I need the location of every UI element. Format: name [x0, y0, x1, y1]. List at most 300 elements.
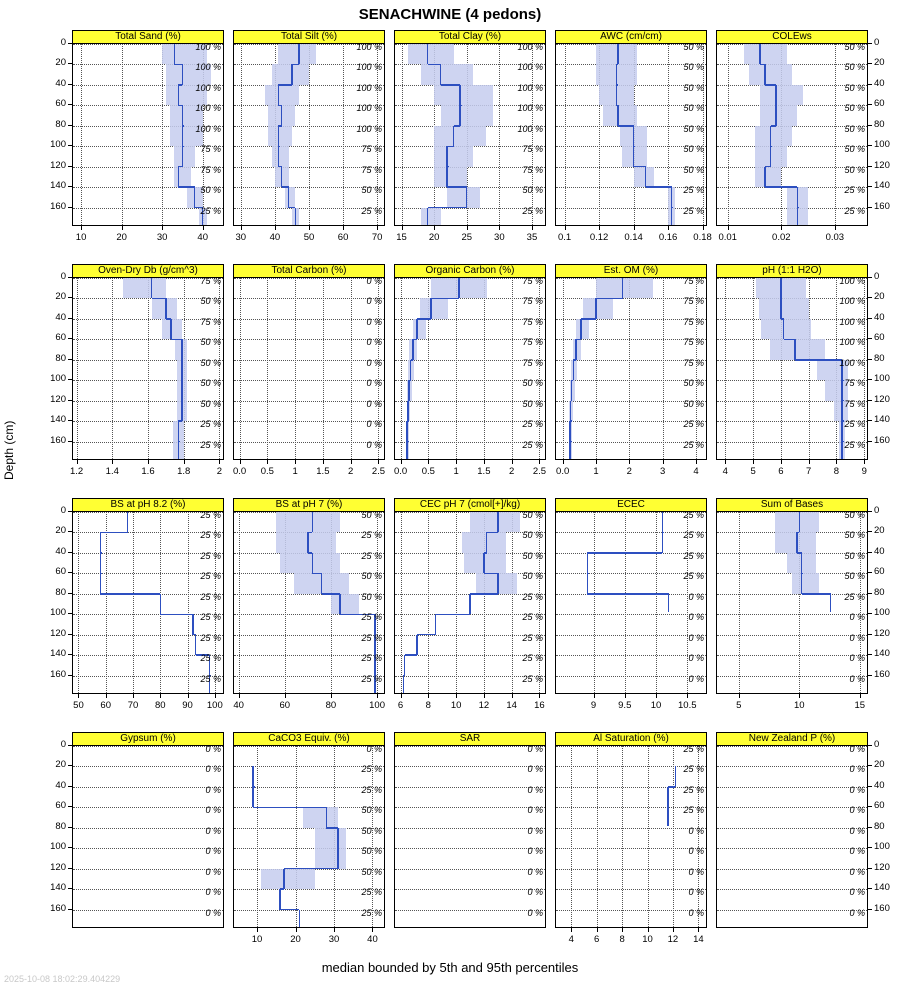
median-line-connector [484, 573, 498, 575]
contributing-pedons-label: 25 % [361, 764, 382, 775]
x-tick-mark [122, 226, 123, 230]
contributing-pedons-label: 0 % [205, 784, 221, 795]
contributing-pedons-label: 25 % [522, 419, 543, 430]
contributing-pedons-label: 100 % [839, 277, 865, 286]
chart-panel [394, 264, 546, 460]
contributing-pedons-label: 100 % [195, 62, 221, 73]
x-tick-label: 1.5 [316, 466, 330, 477]
gridline-horizontal [73, 848, 223, 849]
median-line-segment [299, 910, 301, 927]
depth-tick-mark [868, 441, 872, 442]
depth-tick-mark [868, 613, 872, 614]
depth-tick-label: 40 [874, 311, 885, 323]
plot-area [233, 511, 385, 694]
x-tick-mark [295, 460, 296, 464]
median-line-segment [252, 787, 254, 807]
contributing-pedons-label: 0 % [527, 784, 543, 795]
x-tick-mark [836, 460, 837, 464]
median-line-segment [587, 553, 589, 573]
depth-tick-mark [868, 104, 872, 105]
contributing-pedons-label: 0 % [849, 612, 865, 623]
depth-tick-mark [868, 634, 872, 635]
panel-title: Sum of Bases [716, 498, 868, 512]
x-tick-mark [133, 694, 134, 698]
contributing-pedons-label: 25 % [361, 530, 382, 541]
chart-panel [233, 264, 385, 460]
x-tick-mark [160, 694, 161, 698]
median-line-segment [616, 85, 618, 105]
x-tick-label: 2 [348, 466, 354, 477]
x-tick-mark [656, 694, 657, 698]
median-line-connector [668, 786, 676, 788]
contributing-pedons-label: 75 % [683, 277, 704, 286]
x-tick-mark [599, 226, 600, 230]
gridline-horizontal [234, 360, 384, 361]
depth-tick-label: 100 [50, 139, 66, 151]
gridline-vertical [323, 278, 324, 459]
x-tick-mark [309, 226, 310, 230]
x-tick-label: 70 [127, 700, 139, 711]
x-tick-label: 20 [116, 232, 127, 243]
median-line-segment [326, 807, 328, 827]
median-line-segment [446, 146, 448, 166]
gridline-horizontal [556, 828, 706, 829]
contributing-pedons-label: 0 % [527, 887, 543, 898]
gridline-horizontal [395, 828, 545, 829]
plot-area [72, 511, 224, 694]
panel-title: SAR [394, 732, 546, 746]
contributing-pedons-label: 25 % [200, 530, 221, 541]
contributing-pedons-label: 25 % [683, 571, 704, 582]
contributing-pedons-label: 50 % [200, 398, 221, 409]
gridline-vertical [106, 512, 107, 693]
depth-tick-mark [868, 531, 872, 532]
median-line-segment [459, 105, 461, 125]
contributing-pedons-label: 0 % [849, 784, 865, 795]
gridline-horizontal [395, 869, 545, 870]
median-line-segment [181, 401, 183, 421]
median-line-connector [487, 532, 498, 534]
gridline-horizontal [234, 401, 384, 402]
percentile-band [749, 64, 792, 84]
median-line-segment [469, 594, 471, 614]
x-tick-label: 100 [206, 700, 223, 711]
depth-tick-label: 60 [55, 332, 66, 344]
contributing-pedons-label: 50 % [200, 378, 221, 389]
depth-tick-label: 140 [874, 414, 890, 426]
median-line-segment [278, 85, 280, 105]
depth-tick-label: 100 [874, 373, 890, 385]
x-tick-label: 30 [494, 232, 505, 243]
depth-tick-label: 140 [50, 180, 66, 192]
gridline-vertical [597, 746, 598, 927]
contributing-pedons-label: 25 % [361, 632, 382, 643]
x-tick-mark [334, 928, 335, 932]
percentile-band [434, 126, 486, 146]
median-line-connector [405, 654, 418, 656]
median-line-connector [417, 318, 431, 320]
percentile-band [770, 339, 826, 359]
contributing-pedons-label: 75 % [522, 337, 543, 348]
median-line-segment [281, 167, 283, 187]
x-tick-label: 2.5 [532, 466, 547, 477]
gridline-horizontal [717, 889, 867, 890]
contributing-pedons-label: 50 % [844, 164, 865, 175]
x-tick-mark [188, 694, 189, 698]
contributing-pedons-label: 50 % [522, 571, 543, 582]
gridline-vertical [428, 512, 429, 693]
depth-tick-label: 120 [874, 159, 890, 171]
percentile-band [315, 848, 346, 868]
depth-tick-label: 140 [874, 648, 890, 660]
depth-tick-label: 120 [50, 393, 66, 405]
median-line-segment [404, 655, 406, 675]
median-line-segment [406, 421, 408, 441]
median-line-connector [771, 125, 776, 127]
median-line-segment [337, 848, 339, 868]
x-tick-label: 40 [233, 700, 244, 711]
depth-tick-label: 160 [874, 200, 890, 212]
percentile-band [462, 532, 506, 552]
gridline-horizontal [717, 635, 867, 636]
contributing-pedons-label: 25 % [200, 550, 221, 561]
contributing-pedons-label: 25 % [522, 612, 543, 623]
x-tick-mark [539, 694, 540, 698]
x-tick-label: 0.03 [825, 232, 845, 243]
x-tick-mark [512, 694, 513, 698]
gridline-vertical [188, 512, 189, 693]
contributing-pedons-label: 0 % [849, 653, 865, 664]
contributing-pedons-label: 50 % [522, 530, 543, 541]
gridline-horizontal [395, 889, 545, 890]
contributing-pedons-label: 25 % [844, 419, 865, 430]
x-tick-label: 2.5 [371, 466, 386, 477]
median-line-connector [646, 186, 672, 188]
x-tick-mark [484, 694, 485, 698]
median-line-connector [100, 593, 160, 595]
gridline-horizontal [556, 848, 706, 849]
contributing-pedons-label: 25 % [200, 571, 221, 582]
contributing-pedons-label: 25 % [683, 530, 704, 541]
median-line-segment [100, 532, 102, 552]
x-tick-mark [434, 226, 435, 230]
x-tick-label: 0.02 [772, 232, 791, 243]
x-tick-mark [81, 226, 82, 230]
x-tick-label: 20 [428, 232, 440, 243]
x-tick-label: 2 [509, 466, 515, 477]
gridline-vertical [296, 746, 297, 927]
percentile-band [261, 869, 315, 889]
depth-tick-label: 0 [874, 271, 880, 282]
x-tick-mark [629, 460, 630, 464]
percentile-band [470, 512, 520, 532]
gridline-horizontal [717, 869, 867, 870]
x-tick-label: 15 [854, 700, 866, 711]
contributing-pedons-label: 25 % [361, 205, 382, 216]
contributing-pedons-label: 100 % [839, 337, 865, 348]
gridline-horizontal [73, 746, 223, 747]
contributing-pedons-label: 0 % [688, 866, 704, 877]
contributing-pedons-label: 50 % [683, 43, 704, 52]
median-line-segment [667, 787, 669, 807]
median-line-segment [775, 105, 777, 125]
contributing-pedons-label: 0 % [366, 296, 382, 307]
median-line-segment [571, 380, 573, 400]
contributing-pedons-label: 50 % [683, 398, 704, 409]
x-tick-mark [402, 226, 403, 230]
depth-tick-label: 140 [874, 180, 890, 192]
x-tick-mark [378, 460, 379, 464]
contributing-pedons-label: 25 % [361, 612, 382, 623]
gridline-vertical [133, 512, 134, 693]
contributing-pedons-label: 0 % [688, 887, 704, 898]
x-tick-label: 10.5 [678, 700, 697, 711]
x-tick-label: 0.01 [718, 232, 737, 243]
x-tick-mark [594, 694, 595, 698]
depth-tick-mark [868, 297, 872, 298]
chart-panel [233, 732, 385, 928]
contributing-pedons-label: 100 % [517, 123, 543, 134]
median-line-segment [783, 319, 785, 339]
contributing-pedons-label: 25 % [200, 591, 221, 602]
median-line-connector [417, 634, 435, 636]
panel-title: CEC pH 7 (cmol[+]/kg) [394, 498, 546, 512]
x-tick-label: 1 [593, 466, 599, 477]
contributing-pedons-label: 75 % [522, 164, 543, 175]
plot-area [233, 43, 385, 226]
x-tick-label: 80 [154, 700, 166, 711]
x-tick-mark [428, 694, 429, 698]
median-line-segment [617, 105, 619, 125]
contributing-pedons-label: 100 % [356, 82, 382, 93]
contributing-pedons-label: 50 % [844, 123, 865, 134]
depth-tick-label: 20 [55, 291, 66, 303]
x-tick-mark [351, 460, 352, 464]
contributing-pedons-label: 50 % [683, 164, 704, 175]
contributing-pedons-label: 25 % [361, 784, 382, 795]
depth-tick-mark [868, 145, 872, 146]
x-tick-label: 6 [397, 700, 404, 711]
plot-area [72, 745, 224, 928]
median-line-connector [152, 298, 166, 300]
percentile-band [760, 105, 798, 125]
median-line-segment [595, 298, 597, 318]
median-line-connector [587, 552, 662, 554]
median-line-connector [447, 186, 467, 188]
contributing-pedons-label: 25 % [522, 653, 543, 664]
median-line-segment [192, 614, 194, 634]
gridline-vertical [753, 278, 754, 459]
x-tick-mark [401, 460, 402, 464]
percentile-band [162, 319, 182, 339]
median-line-segment [406, 442, 408, 459]
x-tick-mark [77, 460, 78, 464]
contributing-pedons-label: 0 % [205, 866, 221, 877]
median-line-segment [764, 167, 766, 187]
x-tick-mark [512, 460, 513, 464]
chart-panel [716, 732, 868, 928]
depth-tick-label: 80 [55, 820, 66, 832]
median-line-segment [298, 44, 300, 64]
x-tick-label: 40 [197, 232, 208, 243]
median-line-segment [440, 64, 442, 84]
contributing-pedons-label: 50 % [200, 337, 221, 348]
depth-tick-mark [868, 786, 872, 787]
x-tick-label: 60 [279, 700, 291, 711]
x-tick-mark [634, 226, 635, 230]
percentile-band [280, 553, 340, 573]
contributing-pedons-label: 0 % [205, 825, 221, 836]
plot-area [394, 511, 546, 694]
median-line-segment [633, 146, 635, 166]
contributing-pedons-label: 25 % [683, 550, 704, 561]
gridline-horizontal [556, 889, 706, 890]
median-line-segment [181, 380, 183, 400]
contributing-pedons-label: 75 % [200, 277, 221, 286]
x-tick-mark [372, 928, 373, 932]
x-tick-mark [239, 694, 240, 698]
contributing-pedons-label: 0 % [366, 378, 382, 389]
median-line-segment [281, 105, 283, 125]
depth-tick-label: 120 [50, 627, 66, 639]
depth-tick-mark [868, 166, 872, 167]
gridline-vertical [809, 278, 810, 459]
median-line-segment [662, 532, 664, 552]
depth-tick-label: 100 [874, 841, 890, 853]
x-tick-label: 1.8 [177, 466, 191, 477]
contributing-pedons-label: 50 % [683, 82, 704, 93]
x-tick-label: 10 [450, 700, 462, 711]
depth-tick-mark [868, 745, 872, 746]
depth-tick-mark [868, 909, 872, 910]
depth-tick-mark [868, 43, 872, 44]
contributing-pedons-label: 25 % [522, 439, 543, 450]
depth-tick-mark [868, 277, 872, 278]
gridline-vertical [257, 746, 258, 927]
depth-tick-label: 80 [874, 352, 885, 364]
x-tick-label: 4 [693, 466, 699, 477]
gridline-vertical [663, 278, 664, 459]
median-line-segment [427, 44, 429, 64]
gridline-horizontal [73, 889, 223, 890]
gridline-horizontal [395, 766, 545, 767]
gridline-vertical [295, 278, 296, 459]
depth-tick-label: 0 [874, 37, 880, 48]
median-line-segment [770, 126, 772, 146]
gridline-horizontal [556, 676, 706, 677]
contributing-pedons-label: 0 % [366, 745, 382, 754]
gridline-horizontal [73, 766, 223, 767]
x-tick-label: 0.0 [393, 466, 408, 477]
panel-title: Total Sand (%) [72, 30, 224, 44]
percentile-band [441, 105, 493, 125]
median-line-segment [337, 828, 339, 848]
depth-tick-mark [868, 765, 872, 766]
median-line-segment [483, 553, 485, 573]
gridline-vertical [456, 278, 457, 459]
median-line-segment [841, 442, 843, 459]
gridline-vertical [622, 746, 623, 927]
percentile-band [447, 187, 480, 207]
percentile-band [622, 146, 648, 166]
percentile-band [755, 167, 782, 187]
median-line-segment [570, 401, 572, 421]
panel-title: Al Saturation (%) [555, 732, 707, 746]
x-tick-label: 6 [594, 934, 600, 945]
median-line-segment [427, 208, 429, 225]
contributing-pedons-label: 50 % [522, 378, 543, 389]
contributing-pedons-label: 50 % [361, 591, 382, 602]
chart-panel [72, 30, 224, 226]
percentile-band [268, 126, 292, 146]
contributing-pedons-label: 50 % [361, 571, 382, 582]
depth-tick-mark [868, 420, 872, 421]
median-line-segment [780, 298, 782, 318]
median-line-connector [428, 207, 467, 209]
x-tick-label: 2 [216, 466, 223, 477]
median-line-segment [458, 278, 460, 298]
y-axis-label: Depth (cm) [2, 420, 16, 480]
median-line-segment [801, 573, 803, 593]
x-tick-label: 14 [693, 934, 704, 945]
x-tick-label: 12 [667, 934, 679, 945]
gridline-vertical [739, 512, 740, 693]
median-line-segment [181, 360, 183, 380]
median-line-segment [291, 64, 293, 84]
chart-panel [233, 30, 385, 226]
median-line-connector [618, 125, 634, 127]
median-line-segment [278, 126, 280, 146]
median-line-connector [292, 64, 299, 66]
gridline-vertical [571, 746, 572, 927]
depth-tick-label: 120 [874, 627, 890, 639]
plot-area [716, 745, 868, 928]
median-line-connector [765, 166, 770, 168]
contributing-pedons-label: 0 % [527, 866, 543, 877]
x-tick-mark [596, 460, 597, 464]
median-line-segment [667, 807, 669, 825]
median-line-connector [280, 909, 299, 911]
depth-tick-label: 80 [55, 352, 66, 364]
x-tick-mark [323, 460, 324, 464]
median-line-connector [576, 339, 581, 341]
depth-tick-label: 60 [874, 332, 885, 344]
contributing-pedons-label: 25 % [200, 653, 221, 664]
x-tick-mark [331, 694, 332, 698]
depth-tick-mark [868, 552, 872, 553]
gridline-horizontal [234, 278, 384, 279]
plot-area [716, 511, 868, 694]
x-tick-mark [428, 460, 429, 464]
median-line-segment [622, 278, 624, 298]
contributing-pedons-label: 50 % [361, 511, 382, 520]
depth-tick-label: 60 [874, 566, 885, 578]
contributing-pedons-label: 0 % [366, 337, 382, 348]
median-line-segment [181, 339, 183, 359]
contributing-pedons-label: 25 % [522, 673, 543, 684]
x-tick-mark [739, 694, 740, 698]
gridline-vertical [499, 44, 500, 225]
median-line-segment [587, 573, 589, 593]
panel-title: COLEws [716, 30, 868, 44]
contributing-pedons-label: 75 % [200, 164, 221, 175]
median-line-segment [295, 208, 297, 225]
contributing-pedons-label: 50 % [361, 805, 382, 816]
percentile-band [123, 278, 166, 298]
contributing-pedons-label: 0 % [366, 277, 382, 286]
x-tick-mark [597, 928, 598, 932]
gridline-vertical [267, 278, 268, 459]
